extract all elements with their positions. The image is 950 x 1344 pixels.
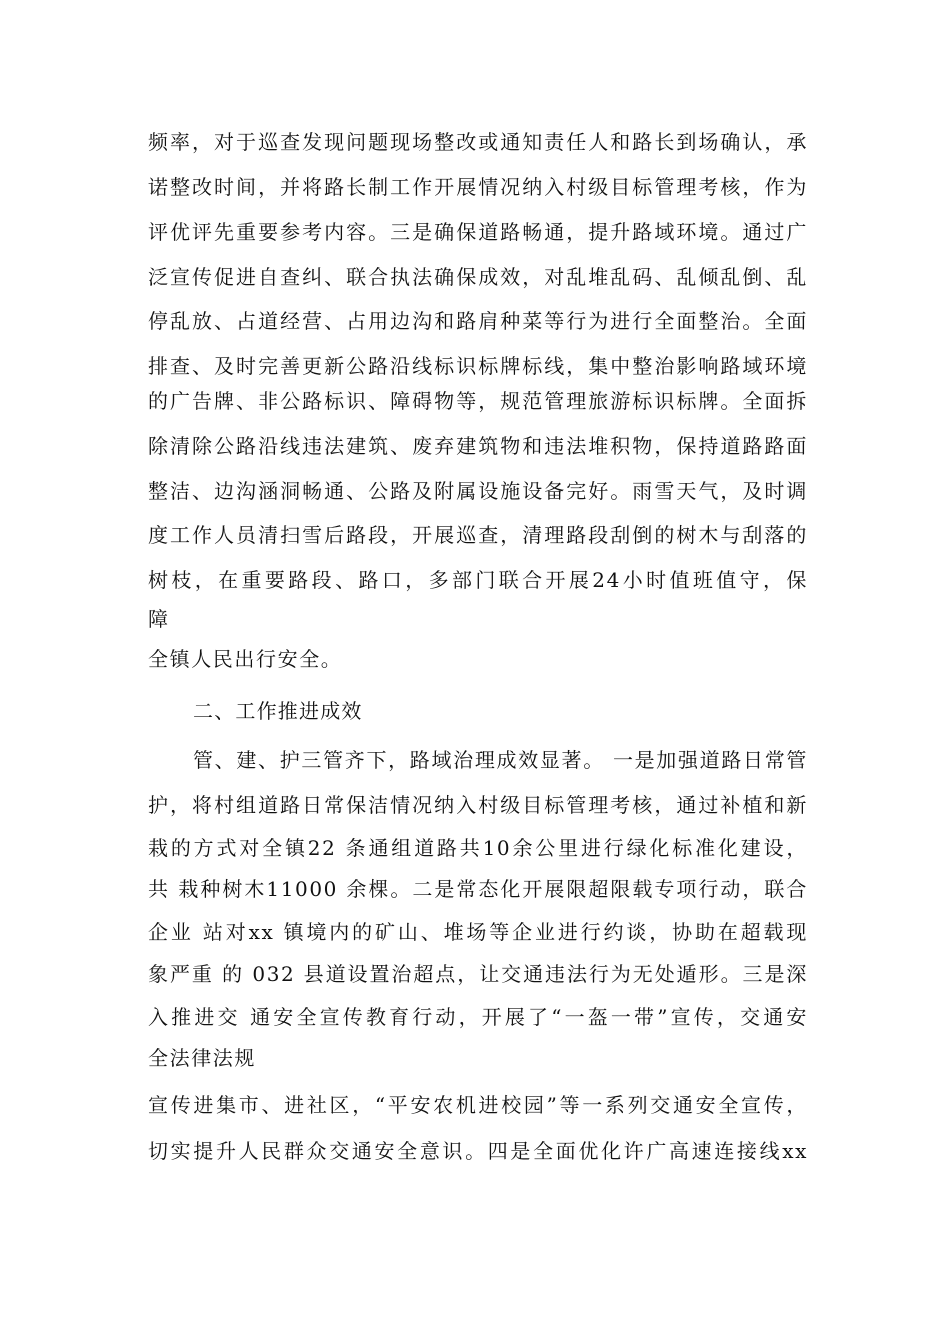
paragraph-line: 除清除公路沿线违法建筑、废弃建筑物和违法堆积物，保持道路路面 <box>148 434 808 458</box>
paragraph-line: 共 栽种树木11000 余棵。二是常态化开展限超限载专项行动，联合 <box>148 877 808 901</box>
paragraph-line: 泛宣传促进自查纠、联合执法确保成效，对乱堆乱码、乱倾乱倒、乱 <box>148 265 808 289</box>
paragraph-line: 排查、及时完善更新公路沿线标识标牌标线，集中整治影响路域环境 <box>148 354 808 378</box>
paragraph-line: 入推进交 通安全宣传教育行动，开展了“一盔一带”宣传，交通安 <box>148 1005 808 1029</box>
paragraph-line: 全法律法规 <box>148 1046 256 1070</box>
paragraph-line: 切实提升人民群众交通安全意识。四是全面优化许广高速连接线xx <box>148 1139 808 1163</box>
paragraph-line: 企业 站对xx 镇境内的矿山、堆场等企业进行约谈，协助在超载现 <box>148 920 808 944</box>
paragraph-line: 诺整改时间，并将路长制工作开展情况纳入村级目标管理考核，作为 <box>148 175 808 199</box>
paragraph-line: 宣传进集市、进社区，“平安农机进校园”等一系列交通安全宣传， <box>148 1093 808 1117</box>
paragraph-line: 频率，对于巡查发现问题现场整改或通知责任人和路长到场确认，承 <box>148 130 808 154</box>
paragraph-line: 评优评先重要参考内容。三是确保道路畅通，提升路域环境。通过广 <box>148 220 808 244</box>
paragraph-line: 树枝，在重要路段、路口，多部门联合开展24小时值班值守，保 <box>148 568 808 592</box>
paragraph-line: 停乱放、占道经营、占用边沟和路肩种菜等行为进行全面整治。全面 <box>148 309 808 333</box>
paragraph-line: 的广告牌、非公路标识、障碍物等，规范管理旅游标识标牌。全面拆 <box>148 389 808 413</box>
paragraph-line: 管、建、护三管齐下，路域治理成效显著。 一是加强道路日常管 <box>193 748 808 772</box>
paragraph-line: 度工作人员清扫雪后路段，开展巡查，清理路段刮倒的树木与刮落的 <box>148 523 808 547</box>
section-heading: 二、工作推进成效 <box>193 699 363 723</box>
paragraph-line: 栽的方式对全镇22 条通组道路共10余公里进行绿化标准化建设， <box>148 836 808 860</box>
paragraph-line: 整洁、边沟涵洞畅通、公路及附属设施设备完好。雨雪天气，及时调 <box>148 479 808 503</box>
paragraph-line: 象严重 的 032 县道设置治超点，让交通违法行为无处遁形。三是深 <box>148 962 808 986</box>
paragraph-line: 障 <box>148 607 170 631</box>
paragraph-line: 全镇人民出行安全。 <box>148 647 343 671</box>
paragraph-line: 护，将村组道路日常保洁情况纳入村级目标管理考核，通过补植和新 <box>148 793 808 817</box>
